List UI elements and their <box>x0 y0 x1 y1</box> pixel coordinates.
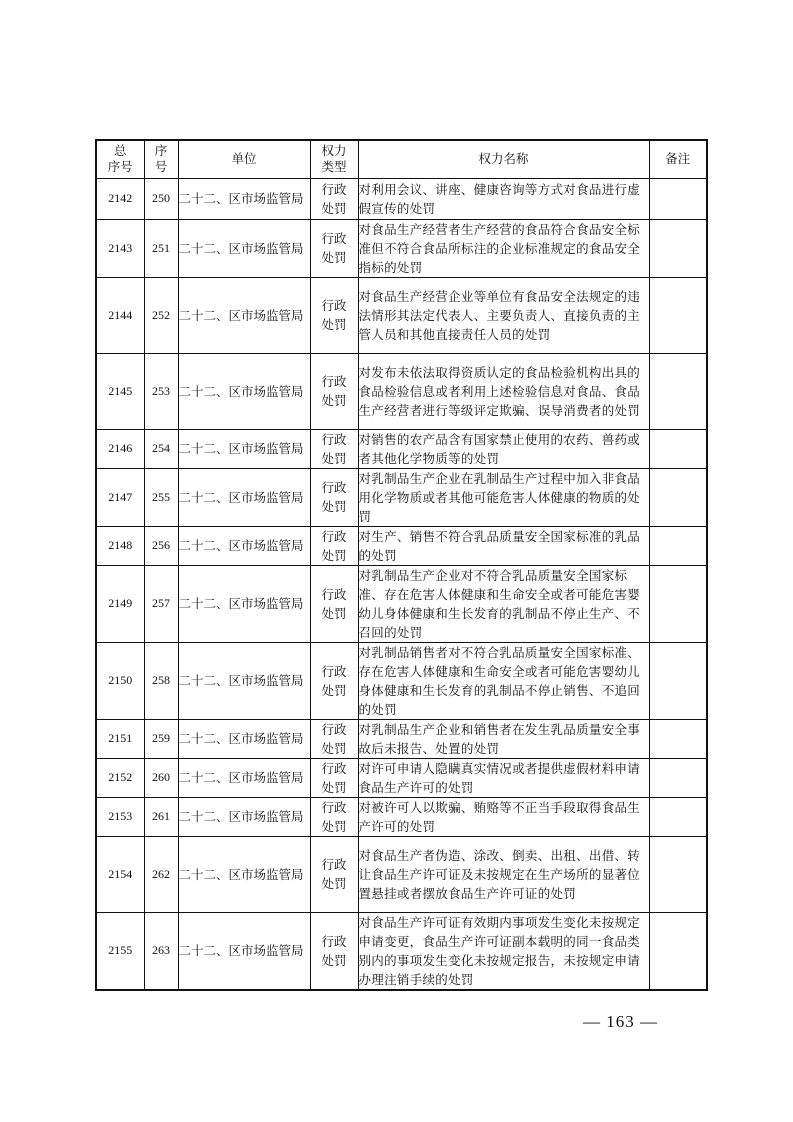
unit-cell: 二十二、区市场监管局 <box>178 797 310 836</box>
seq-no-cell: 252 <box>144 277 178 353</box>
unit-cell: 二十二、区市场监管局 <box>178 277 310 353</box>
header-unit: 单位 <box>178 140 310 178</box>
seq-no-cell: 254 <box>144 429 178 468</box>
total-no-cell: 2155 <box>96 912 144 990</box>
seq-no-cell: 262 <box>144 836 178 912</box>
power-type-cell: 行政处罚 <box>310 565 358 642</box>
total-no-cell: 2152 <box>96 758 144 797</box>
table-row <box>96 719 707 758</box>
remark-cell <box>649 429 707 468</box>
seq-no-cell: 261 <box>144 797 178 836</box>
power-type-cell: 行政处罚 <box>310 719 358 758</box>
power-name-cell: 对食品生产经营者生产经营的食品符合食品安全标准但不符合食品所标注的企业标准规定的食品安全指标的处罚 <box>358 219 649 277</box>
power-name-cell: 对许可申请人隐瞒真实情况或者提供虚假材料申请食品生产许可的处罚 <box>358 758 649 797</box>
remark-cell <box>649 526 707 565</box>
table-row <box>96 836 707 912</box>
remark-cell <box>649 468 707 526</box>
power-type-cell: 行政处罚 <box>310 353 358 429</box>
unit-cell: 二十二、区市场监管局 <box>178 758 310 797</box>
unit-cell: 二十二、区市场监管局 <box>178 178 310 219</box>
total-no-cell: 2148 <box>96 526 144 565</box>
power-name-cell: 对乳制品生产企业在乳制品生产过程中加入非食品用化学物质或者其他可能危害人体健康的物质的处罚 <box>358 468 649 526</box>
power-type-cell: 行政处罚 <box>310 912 358 990</box>
total-no-cell: 2154 <box>96 836 144 912</box>
seq-no-cell: 257 <box>144 565 178 642</box>
total-no-cell: 2145 <box>96 353 144 429</box>
power-name-cell: 对食品生产者伪造、涂改、倒卖、出租、出借、转让食品生产许可证及未按规定在生产场所的显著位置悬挂或者摆放食品生产许可证的处罚 <box>358 836 649 912</box>
seq-no-cell: 255 <box>144 468 178 526</box>
total-no-cell: 2149 <box>96 565 144 642</box>
unit-cell: 二十二、区市场监管局 <box>178 219 310 277</box>
remark-cell <box>649 353 707 429</box>
unit-cell: 二十二、区市场监管局 <box>178 353 310 429</box>
power-type-cell: 行政处罚 <box>310 429 358 468</box>
unit-cell: 二十二、区市场监管局 <box>178 429 310 468</box>
power-type-cell: 行政处罚 <box>310 178 358 219</box>
remark-cell <box>649 642 707 719</box>
unit-cell: 二十二、区市场监管局 <box>178 468 310 526</box>
table-row <box>96 526 707 565</box>
power-type-cell: 行政处罚 <box>310 219 358 277</box>
table-row <box>96 178 707 219</box>
total-no-cell: 2144 <box>96 277 144 353</box>
seq-no-cell: 263 <box>144 912 178 990</box>
remark-cell <box>649 758 707 797</box>
power-name-cell: 对食品生产许可证有效期内事项发生变化未按规定申请变更，食品生产许可证副本载明的同一食品类别内的事项发生变化未按规定报告，未按规定申请办理注销手续的处罚 <box>358 912 649 990</box>
table-row <box>96 353 707 429</box>
total-no-cell: 2142 <box>96 178 144 219</box>
unit-cell: 二十二、区市场监管局 <box>178 912 310 990</box>
power-type-cell: 行政处罚 <box>310 758 358 797</box>
unit-cell: 二十二、区市场监管局 <box>178 642 310 719</box>
header-remark: 备注 <box>649 140 707 178</box>
unit-cell: 二十二、区市场监管局 <box>178 565 310 642</box>
seq-no-cell: 253 <box>144 353 178 429</box>
total-no-cell: 2147 <box>96 468 144 526</box>
power-name-cell: 对生产、销售不符合乳品质量安全国家标准的乳品的处罚 <box>358 526 649 565</box>
table-row <box>96 565 707 642</box>
power-type-cell: 行政处罚 <box>310 277 358 353</box>
power-type-cell: 行政处罚 <box>310 797 358 836</box>
unit-cell: 二十二、区市场监管局 <box>178 526 310 565</box>
remark-cell <box>649 178 707 219</box>
header-total-no: 总 序号 <box>96 140 144 178</box>
table-row <box>96 758 707 797</box>
table-row <box>96 277 707 353</box>
seq-no-cell: 251 <box>144 219 178 277</box>
total-no-cell: 2151 <box>96 719 144 758</box>
total-no-cell: 2146 <box>96 429 144 468</box>
unit-cell: 二十二、区市场监管局 <box>178 719 310 758</box>
seq-no-cell: 256 <box>144 526 178 565</box>
seq-no-cell: 260 <box>144 758 178 797</box>
remark-cell <box>649 912 707 990</box>
power-name-cell: 对被许可人以欺骗、贿赂等不正当手段取得食品生产许可的处罚 <box>358 797 649 836</box>
power-type-cell: 行政处罚 <box>310 836 358 912</box>
power-list-table <box>95 139 708 991</box>
power-type-cell: 行政处罚 <box>310 468 358 526</box>
table-row <box>96 468 707 526</box>
power-name-cell: 对发布未依法取得资质认定的食品检验机构出具的食品检验信息或者利用上述检验信息对食品、食品生产经营者进行等级评定欺骗、误导消费者的处罚 <box>358 353 649 429</box>
power-type-cell: 行政处罚 <box>310 526 358 565</box>
power-type-cell: 行政处罚 <box>310 642 358 719</box>
table-row <box>96 219 707 277</box>
power-name-cell: 对利用会议、讲座、健康咨询等方式对食品进行虚假宣传的处罚 <box>358 178 649 219</box>
remark-cell <box>649 797 707 836</box>
power-name-cell: 对食品生产经营企业等单位有食品安全法规定的违法情形其法定代表人、主要负责人、直接负责的主管人员和其他直接责任人员的处罚 <box>358 277 649 353</box>
table-row <box>96 912 707 990</box>
table-row <box>96 429 707 468</box>
remark-cell <box>649 219 707 277</box>
total-no-cell: 2150 <box>96 642 144 719</box>
seq-no-cell: 250 <box>144 178 178 219</box>
table-row <box>96 797 707 836</box>
remark-cell <box>649 565 707 642</box>
seq-no-cell: 259 <box>144 719 178 758</box>
header-seq-no: 序 号 <box>144 140 178 178</box>
unit-cell: 二十二、区市场监管局 <box>178 836 310 912</box>
power-name-cell: 对乳制品生产企业和销售者在发生乳品质量安全事故后未报告、处置的处罚 <box>358 719 649 758</box>
remark-cell <box>649 836 707 912</box>
remark-cell <box>649 719 707 758</box>
total-no-cell: 2153 <box>96 797 144 836</box>
table-header-row <box>96 140 707 178</box>
header-power-name: 权力名称 <box>358 140 649 178</box>
seq-no-cell: 258 <box>144 642 178 719</box>
power-name-cell: 对乳制品销售者对不符合乳品质量安全国家标准、存在危害人体健康和生命安全或者可能危害婴幼儿身体健康和生长发育的乳制品不停止销售、不追回的处罚 <box>358 642 649 719</box>
remark-cell <box>649 277 707 353</box>
power-name-cell: 对销售的农产品含有国家禁止使用的农药、兽药或者其他化学物质等的处罚 <box>358 429 649 468</box>
total-no-cell: 2143 <box>96 219 144 277</box>
table-row <box>96 642 707 719</box>
page-number: — 163 — <box>583 1012 658 1031</box>
header-power-type: 权力 类型 <box>310 140 358 178</box>
power-name-cell: 对乳制品生产企业对不符合乳品质量安全国家标准、存在危害人体健康和生命安全或者可能危害婴幼儿身体健康和生长发育的乳制品不停止生产、不召回的处罚 <box>358 565 649 642</box>
